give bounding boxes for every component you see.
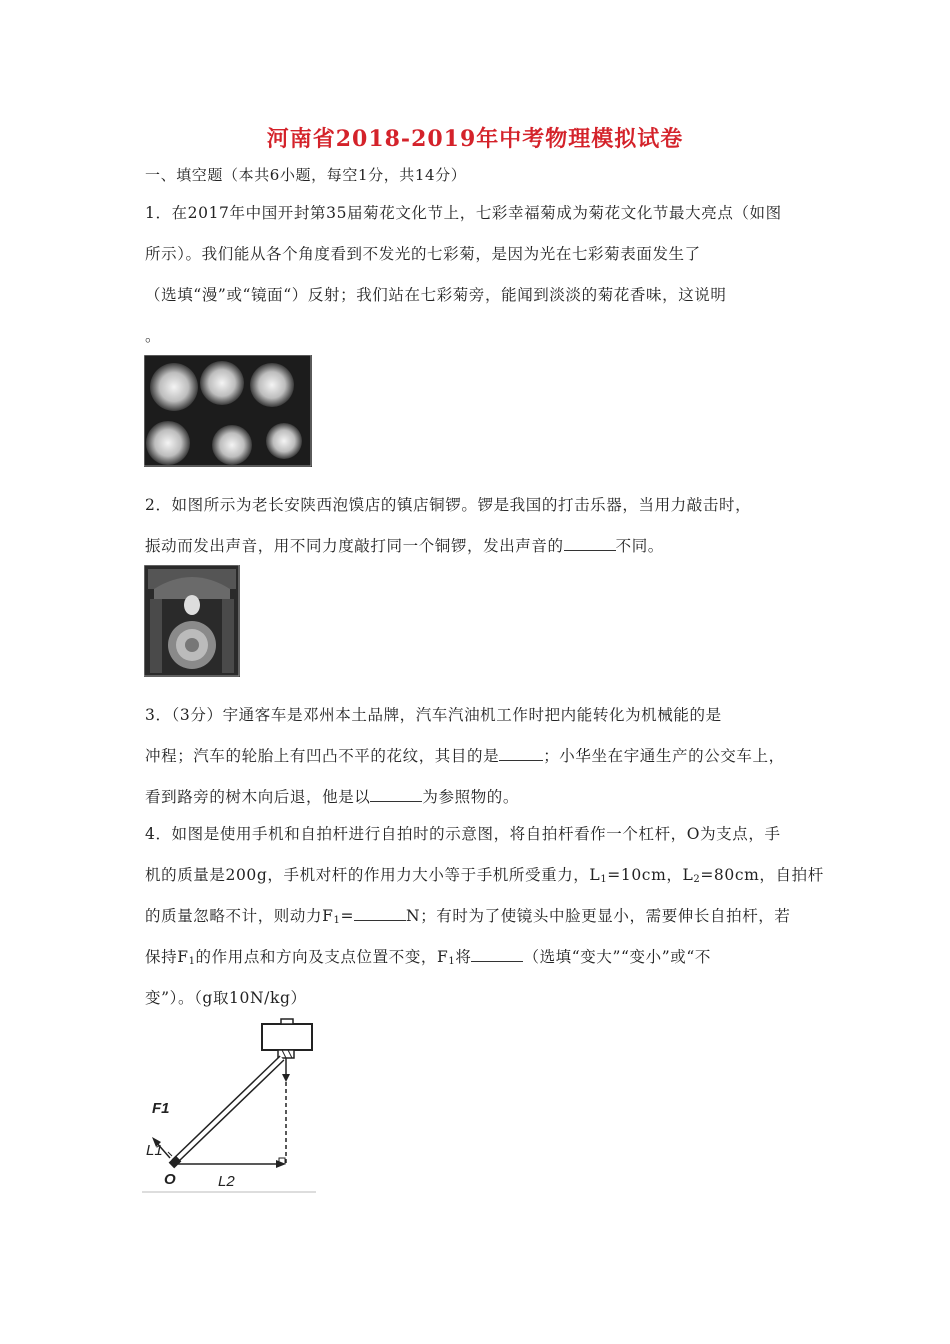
q3-line-1: 3．（3分）宇通客车是邓州本土品牌，汽车汽油机工作时把内能转化为机械能的是 bbox=[145, 706, 722, 724]
label-l1: L1 bbox=[146, 1142, 163, 1159]
q1-line-4: 。 bbox=[145, 327, 162, 345]
q4-sub-f1-b: 1 bbox=[188, 956, 196, 967]
q4-line-2-a: 机的质量是200g，手机对杆的作用力大小等于手机所受重力，L bbox=[145, 866, 601, 884]
label-o: O bbox=[164, 1171, 176, 1188]
chrysanthemum-photo bbox=[144, 355, 312, 467]
q4-line-4-c: 将 bbox=[455, 948, 472, 966]
q4-line-4-d: （选填“变大”“变小”或“不 bbox=[523, 948, 711, 966]
q4-line-2-b: =10cm，L bbox=[607, 866, 694, 884]
q4-line-3-a: 的质量忽略不计，则动力F bbox=[145, 907, 334, 925]
selfie-stick-diagram bbox=[142, 1018, 318, 1194]
q3-line-2-end: ；小华坐在宇通生产的公交车上， bbox=[543, 747, 785, 765]
q4-sub-l2: 2 bbox=[693, 874, 701, 885]
q4-line-3-b: = bbox=[340, 907, 355, 925]
q4-line-3-c: N；有时为了使镜头中脸更显小，需要伸长自拍杆，若 bbox=[406, 907, 791, 925]
phone-shape bbox=[262, 1024, 312, 1050]
q4-line-2 bbox=[145, 863, 824, 885]
q4-blank-1 bbox=[354, 906, 406, 921]
q4-line-1: 4．如图是使用手机和自拍杆进行自拍时的示意图，将自拍杆看作一个杠杆，O为支点，手 bbox=[145, 825, 781, 843]
gong-photo bbox=[144, 565, 240, 677]
q3-line-2 bbox=[145, 744, 785, 766]
q2-line-2-start: 振动而发出声音，用不同力度敲打同一个铜锣，发出声音的 bbox=[145, 537, 564, 555]
q4-blank-2 bbox=[471, 947, 523, 962]
q2-blank bbox=[564, 536, 616, 551]
q3-line-3-end: 为参照物的。 bbox=[422, 788, 520, 806]
q2-line-2 bbox=[145, 534, 664, 556]
q3-line-3 bbox=[145, 785, 519, 807]
q1-line-2: 所示）。我们能从各个角度看到不发光的七彩菊，是因为光在七彩菊表面发生了 bbox=[145, 245, 701, 263]
label-l2: L2 bbox=[218, 1173, 235, 1190]
page-title: 河南省2018-2019年中考物理模拟试卷 bbox=[266, 126, 684, 152]
q4-line-4-a: 保持F bbox=[145, 948, 189, 966]
q4-line-4 bbox=[145, 945, 711, 967]
q4-line-4-b: 的作用点和方向及支点位置不变，F bbox=[195, 948, 449, 966]
q3-line-3-start: 看到路旁的树木向后退，他是以 bbox=[145, 788, 371, 806]
q4-line-3 bbox=[145, 904, 791, 926]
section-heading: 一、填空题（本共6小题，每空1分，共14分） bbox=[145, 166, 467, 184]
q3-line-2-start: 冲程；汽车的轮胎上有凹凸不平的花纹，其目的是 bbox=[145, 747, 500, 765]
q1-line-3: （选填“漫”或“镜面“）反射；我们站在七彩菊旁，能闻到淡淡的菊花香味，这说明 bbox=[145, 286, 727, 304]
q4-line-2-c: =80cm，自拍杆 bbox=[700, 866, 824, 884]
q3-blank-1 bbox=[499, 746, 543, 761]
q4-line-5: 变”）。（g取10N/kg） bbox=[145, 989, 307, 1007]
q4-sub-f1-c: 1 bbox=[448, 956, 456, 967]
q2-line-2-end: 不同。 bbox=[615, 537, 664, 555]
q4-sub-l1: 1 bbox=[600, 874, 608, 885]
q3-blank-2 bbox=[370, 787, 422, 802]
q2-line-1: 2．如图所示为老长安陕西泡馍店的镇店铜锣。锣是我国的打击乐器，当用力敲击时， bbox=[145, 496, 752, 514]
label-f1: F1 bbox=[152, 1100, 170, 1117]
q1-line-1: 1．在2017年中国开封第35届菊花文化节上，七彩幸福菊成为菊花文化节最大亮点（如图 bbox=[145, 204, 782, 222]
q4-sub-f1-a: 1 bbox=[333, 915, 341, 926]
